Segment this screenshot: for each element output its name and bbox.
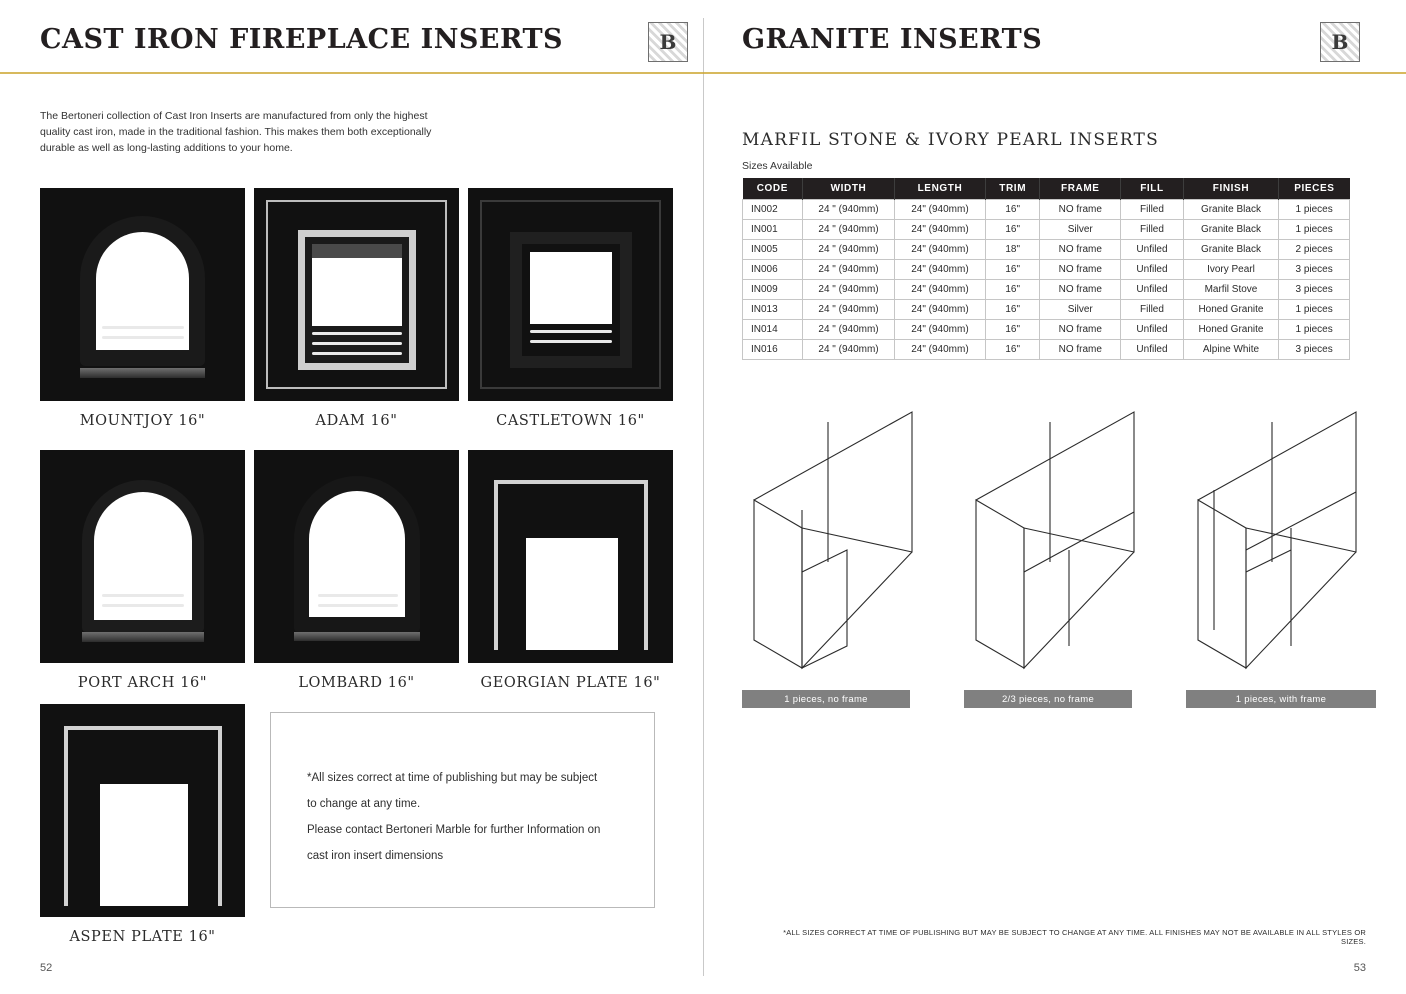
cell-finish: Granite Black [1183, 200, 1279, 220]
cell-length: 24" (940mm) [894, 260, 985, 280]
cell-fill: Unfiled [1121, 240, 1183, 260]
diagram-one-piece-with-frame [1186, 400, 1376, 705]
cell-width: 24 " (940mm) [803, 280, 894, 300]
cell-fill: Filled [1121, 220, 1183, 240]
table-row [743, 280, 1350, 300]
cell-length: 24" (940mm) [894, 300, 985, 320]
cell-width: 24 " (940mm) [803, 320, 894, 340]
cell-frame: Silver [1040, 300, 1121, 320]
note-line-2: to change at any time. [307, 798, 421, 810]
col-frame: FRAME [1040, 178, 1121, 200]
cell-fill: Filled [1121, 300, 1183, 320]
brand-emblem-left [648, 22, 688, 62]
cell-code: IN014 [743, 320, 803, 340]
table-row [743, 220, 1350, 240]
cell-length: 24" (940mm) [894, 240, 985, 260]
product-caption: ADAM 16" [315, 413, 398, 429]
cell-trim: 16" [986, 340, 1040, 360]
page-footnote: *ALL SIZES CORRECT AT TIME OF PUBLISHING BUT MAY BE SUBJECT TO CHANGE AT ANY TIME. ALL FINISHES MAY NOT BE AVAILABLE IN ALL STYLES OR SIZES. [783, 928, 1366, 946]
product-photo-mountjoy [40, 188, 245, 401]
sizes-available-label: Sizes Available [742, 160, 813, 172]
product-photo-adam [254, 188, 459, 401]
product-caption: GEORGIAN PLATE 16" [480, 675, 661, 691]
diagram-caption: 1 pieces, with frame [1186, 690, 1376, 708]
cell-length: 24" (940mm) [894, 340, 985, 360]
table-row [743, 320, 1350, 340]
diagram-svg [964, 400, 1174, 680]
cell-fill: Filled [1121, 200, 1183, 220]
product-photo-georgian-plate [468, 450, 673, 663]
cell-length: 24" (940mm) [894, 220, 985, 240]
cell-frame: NO frame [1040, 200, 1121, 220]
product-photo-lombard [254, 450, 459, 663]
col-pieces: PIECES [1279, 178, 1350, 200]
header-rule-left [0, 72, 703, 74]
cell-pieces: 1 pieces [1279, 300, 1350, 320]
product-card-adam[interactable] [254, 188, 459, 429]
intro-paragraph: The Bertoneri collection of Cast Iron Inserts are manufactured from only the highest quality cast iron, made in the traditional fashion. This makes them both exceptionally durable as well as long-lasting additions to your home. [40, 110, 432, 154]
table-row [743, 200, 1350, 220]
disclaimer-note [270, 712, 655, 908]
cell-fill: Unfiled [1121, 260, 1183, 280]
cell-pieces: 3 pieces [1279, 260, 1350, 280]
cell-width: 24 " (940mm) [803, 240, 894, 260]
left-page-header [40, 20, 673, 72]
product-photo-port-arch [40, 450, 245, 663]
right-page-header [742, 20, 1362, 72]
cell-frame: NO frame [1040, 320, 1121, 340]
table-row [743, 300, 1350, 320]
cell-trim: 16" [986, 220, 1040, 240]
cell-pieces: 1 pieces [1279, 200, 1350, 220]
note-line-1: *All sizes correct at time of publishing but may be subject [307, 772, 598, 784]
diagram-caption: 2/3 pieces, no frame [964, 690, 1132, 708]
cell-code: IN005 [743, 240, 803, 260]
cell-finish: Marfil Stove [1183, 280, 1279, 300]
product-card-aspen-plate[interactable] [40, 704, 245, 945]
page-number-left: 52 [40, 962, 53, 974]
sizes-table [742, 178, 1350, 360]
brand-emblem-right [1320, 22, 1360, 62]
cell-frame: Silver [1040, 220, 1121, 240]
product-caption: MOUNTJOY 16" [79, 413, 206, 429]
cell-length: 24" (940mm) [894, 320, 985, 340]
note-line-3: Please contact Bertoneri Marble for further Information on [307, 824, 601, 836]
product-photo-aspen-plate [40, 704, 245, 917]
table-header-row [743, 178, 1350, 200]
product-caption: LOMBARD 16" [298, 675, 415, 691]
page-title-right: GRANITE INSERTS [742, 24, 1043, 55]
cell-finish: Alpine White [1183, 340, 1279, 360]
diagram-svg [742, 400, 952, 680]
table-row [743, 240, 1350, 260]
cell-width: 24 " (940mm) [803, 220, 894, 240]
cell-frame: NO frame [1040, 260, 1121, 280]
diagram-two-three-piece-no-frame [964, 400, 1154, 705]
cell-finish: Ivory Pearl [1183, 260, 1279, 280]
table-row [743, 260, 1350, 280]
product-card-lombard[interactable] [254, 450, 459, 691]
cell-frame: NO frame [1040, 280, 1121, 300]
cell-fill: Unfiled [1121, 320, 1183, 340]
diagram-caption: 1 pieces, no frame [742, 690, 910, 708]
cell-trim: 16" [986, 300, 1040, 320]
cell-pieces: 1 pieces [1279, 320, 1350, 340]
cell-finish: Honed Granite [1183, 300, 1279, 320]
product-card-castletown[interactable] [468, 188, 673, 429]
table-row [743, 340, 1350, 360]
cell-fill: Unfiled [1121, 340, 1183, 360]
cell-pieces: 1 pieces [1279, 220, 1350, 240]
cell-fill: Unfiled [1121, 280, 1183, 300]
cell-trim: 18" [986, 240, 1040, 260]
product-caption: ASPEN PLATE 16" [69, 929, 216, 945]
cell-width: 24 " (940mm) [803, 340, 894, 360]
cell-trim: 16" [986, 200, 1040, 220]
cell-length: 24" (940mm) [894, 200, 985, 220]
col-length: LENGTH [894, 178, 985, 200]
page-number-right: 53 [1353, 962, 1366, 974]
cell-finish: Honed Granite [1183, 320, 1279, 340]
cell-trim: 16" [986, 260, 1040, 280]
cell-pieces: 3 pieces [1279, 340, 1350, 360]
product-card-port-arch[interactable] [40, 450, 245, 691]
emblem-letter: B [1331, 30, 1349, 54]
emblem-letter: B [659, 30, 677, 54]
cell-frame: NO frame [1040, 340, 1121, 360]
cell-trim: 16" [986, 280, 1040, 300]
cell-code: IN013 [743, 300, 803, 320]
col-code: CODE [743, 178, 803, 200]
cell-code: IN002 [743, 200, 803, 220]
cell-length: 24" (940mm) [894, 280, 985, 300]
product-caption: CASTLETOWN 16" [496, 413, 645, 429]
cell-code: IN009 [743, 280, 803, 300]
cell-frame: NO frame [1040, 240, 1121, 260]
note-line-4: cast iron insert dimensions [307, 850, 444, 862]
col-width: WIDTH [803, 178, 894, 200]
col-trim: TRIM [986, 178, 1040, 200]
cell-code: IN006 [743, 260, 803, 280]
product-card-georgian-plate[interactable] [468, 450, 673, 691]
page-title-left: CAST IRON FIREPLACE INSERTS [40, 24, 564, 55]
cell-trim: 16" [986, 320, 1040, 340]
cell-width: 24 " (940mm) [803, 260, 894, 280]
section-subtitle: MARFIL STONE & IVORY PEARL INSERTS [742, 130, 1159, 150]
cell-code: IN001 [743, 220, 803, 240]
cell-width: 24 " (940mm) [803, 200, 894, 220]
cell-pieces: 3 pieces [1279, 280, 1350, 300]
product-caption: PORT ARCH 16" [77, 675, 208, 691]
product-photo-castletown [468, 188, 673, 401]
cell-finish: Granite Black [1183, 240, 1279, 260]
insert-diagrams [742, 400, 1362, 720]
cell-finish: Granite Black [1183, 220, 1279, 240]
col-finish: FINISH [1183, 178, 1279, 200]
cell-width: 24 " (940mm) [803, 300, 894, 320]
cell-code: IN016 [743, 340, 803, 360]
diagram-one-piece-no-frame [742, 400, 932, 705]
diagram-svg [1186, 400, 1396, 680]
col-fill: FILL [1121, 178, 1183, 200]
cell-pieces: 2 pieces [1279, 240, 1350, 260]
header-rule-right [703, 72, 1406, 74]
product-card-mountjoy[interactable] [40, 188, 245, 429]
